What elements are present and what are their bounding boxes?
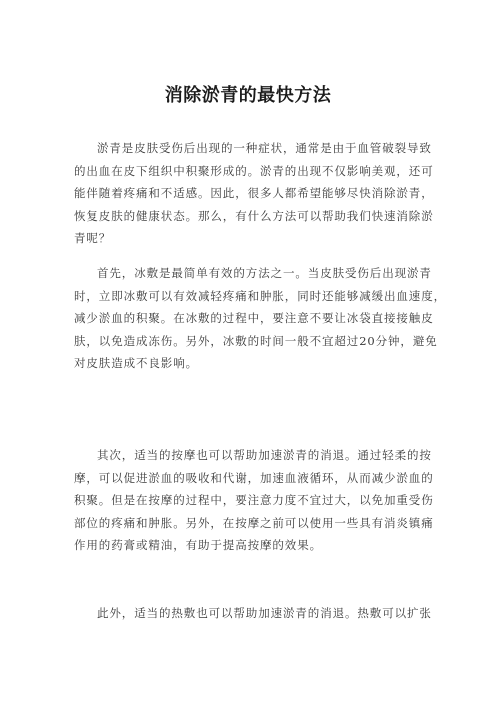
paragraph-heat-compress: [74, 602, 434, 625]
text-line: 恢复皮肤的健康状态。那么，有什么方法可以帮助我们快速消除淤: [74, 208, 434, 223]
text-line: 其次，适当的按摩也可以帮助加速淤青的消退。通过轻柔的按: [97, 448, 432, 462]
text-line: 能伴随着疼痛和不适感。因此，很多人都希望能够尽快消除淤青，: [74, 186, 434, 201]
text-line: 淤青是皮肤受伤后出现的一种症状，通常是由于血管破裂导致: [97, 141, 432, 155]
text-line: 首先，冰敷是最简单有效的方法之一。当皮肤受伤后出现淤青: [97, 266, 432, 280]
paragraph-intro: [74, 137, 434, 250]
text-line: 肤，以免造成冻伤。另外，冰敷的时间一般不宜超过20分钟，避免: [74, 333, 438, 348]
text-line: 部位的疼痛和肿胀。另外，在按摩之前可以使用一些具有消炎镇痛: [74, 515, 434, 530]
text-line: 摩，可以促进淤血的吸收和代谢，加速血液循环，从而减少淤血的: [74, 470, 434, 485]
text-line: 青呢？: [74, 231, 112, 246]
text-line: 此外，适当的热敷也可以帮助加速淤青的消退。热敷可以扩张: [97, 606, 432, 620]
paragraph-massage: [74, 444, 434, 557]
text-line: 作用的药膏或精油，有助于提高按摩的效果。: [74, 538, 322, 553]
paragraph-ice-compress: [74, 262, 446, 375]
document-title: 消除淤青的最快方法: [164, 85, 332, 106]
text-line: 积聚。但是在按摩的过程中，要注意力度不宜过大，以免加重受伤: [74, 493, 434, 508]
text-line: 减少淤血的积聚。在冰敷的过程中，要注意不要让冰袋直接接触皮: [74, 311, 434, 326]
text-line: 时，立即冰敷可以有效减轻疼痛和肿胀，同时还能够减缓出血速度，: [74, 288, 446, 303]
text-line: 的出血在皮下组织中积聚形成的。淤青的出现不仅影响美观，还可: [74, 163, 434, 178]
text-line: 对皮肤造成不良影响。: [74, 356, 198, 371]
